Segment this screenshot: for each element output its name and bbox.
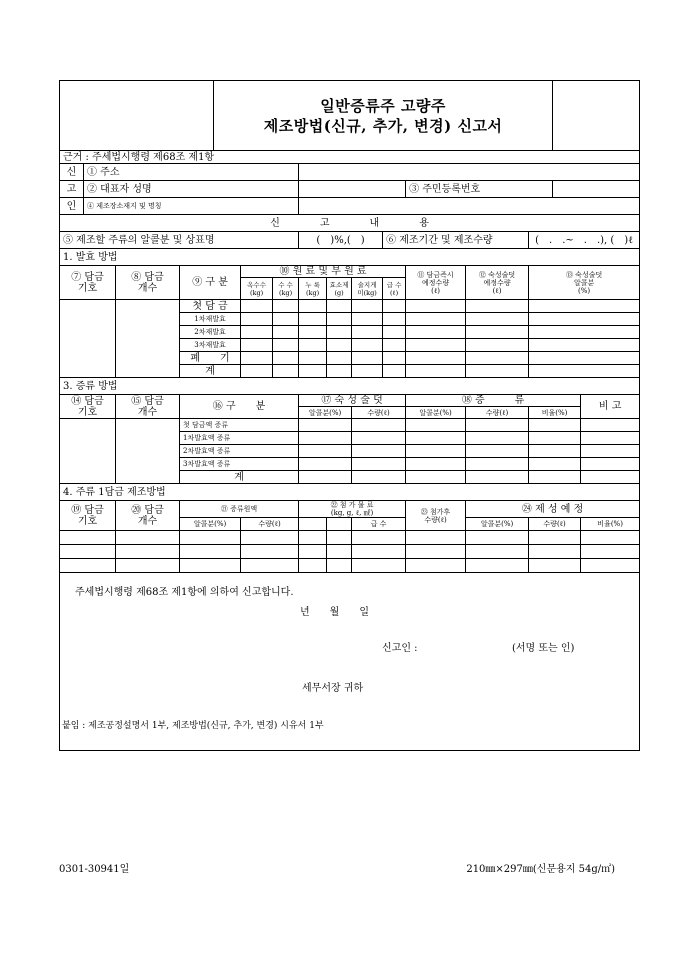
- dist-row-label: 2차발효액 증류: [180, 445, 299, 458]
- dist-qty: 수량(ℓ): [466, 407, 529, 419]
- form-page: [59, 80, 634, 875]
- ferm-code-cell[interactable]: [60, 300, 116, 378]
- ferm-col-aged-alcohol: ⑬ 숙성술덧 알콜분 (%): [529, 266, 640, 300]
- ferm-row-label: 첫 담 금: [180, 300, 241, 313]
- resident-no-field[interactable]: ③ 주민등록번호: [406, 181, 553, 198]
- mix-base-alcohol: 알콜분(%): [180, 518, 241, 531]
- applicant-char-2: 고: [60, 181, 84, 198]
- dist-col-type: ⑯ 구 분: [180, 395, 299, 419]
- ferm-row-label: 2차재발효: [180, 326, 241, 339]
- rep-name-value[interactable]: [299, 181, 406, 198]
- report-form: [59, 80, 640, 751]
- form-code: 0301-30941일: [59, 864, 130, 875]
- applicant-char-1: 신: [60, 164, 84, 181]
- applicant-char-3: 인: [60, 198, 84, 215]
- dist-row-label: 1차발효액 증류: [180, 432, 299, 445]
- dist-row-label: 첫 담금액 증류: [180, 419, 299, 432]
- dist-row-label: 계: [180, 471, 299, 484]
- dist-count-cell[interactable]: [116, 419, 180, 484]
- dist-col-count: ⑮ 담금 개수: [116, 395, 180, 419]
- ferm-row-label: 3차재발효: [180, 339, 241, 352]
- ferm-col-code: ⑦ 담금 기호: [60, 266, 116, 300]
- title-line-2: 제조방법(신규, 추가, 변경) 신고서: [263, 116, 503, 135]
- material-sorghum: 수 수 (kg): [273, 278, 299, 300]
- content-header: 신 고 내 용: [60, 215, 640, 232]
- rep-name-field[interactable]: ② 대표자 성명: [84, 181, 299, 198]
- section-3-title: 3. 증류 방법: [60, 378, 640, 395]
- ferm-col-materials: ⑩ 원 료 및 부 원 료: [241, 266, 406, 278]
- dist-col-remark: 비 고: [581, 395, 640, 419]
- signature-field[interactable]: (서명 또는 인): [512, 643, 575, 654]
- title-line-1: 일반증류주 고량주: [320, 96, 446, 115]
- title-right-blank: [553, 81, 640, 151]
- date-line[interactable]: 년 월 일: [300, 607, 369, 618]
- ferm-col-initial-qty: ⑪ 담금즉시 예정수량 (ℓ): [406, 266, 466, 300]
- dist-mash-alcohol: 알콜분(%): [299, 407, 352, 419]
- mix-plan-alcohol: 알콜분(%): [466, 518, 529, 531]
- title-left-blank: [60, 81, 214, 151]
- factory-value[interactable]: [299, 198, 640, 215]
- material-nuruk: 누 룩 (kg): [299, 278, 327, 300]
- attachment-note: 붙임 : 제조공정설명서 1부, 제조방법(신규, 추가, 변경) 시유서 1부: [62, 721, 324, 731]
- period-value-field[interactable]: ( . .~ . .), ( )ℓ: [529, 232, 640, 249]
- mix-col-count: ⑳ 담금 개수: [116, 501, 180, 531]
- address-field[interactable]: ① 주소: [84, 164, 299, 181]
- material-enzyme: 효소제 (g): [327, 278, 352, 300]
- addressee: 세무서장 귀하: [302, 683, 364, 694]
- basis-text: 근거 : 주세법시행령 제68조 제1항: [60, 151, 640, 164]
- material-water: 급 수 (ℓ): [383, 278, 406, 300]
- declaration-box: [60, 573, 640, 751]
- mix-col-code: ⑲ 담금 기호: [60, 501, 116, 531]
- declaration-text: 주세법시행령 제68조 제1항에 의하여 신고합니다.: [75, 587, 294, 598]
- ferm-row-label: 폐 기: [180, 352, 241, 365]
- period-label: ⑥ 제조기간 및 제조수량: [383, 232, 529, 249]
- ferm-col-count: ⑧ 담금 개수: [116, 266, 180, 300]
- mix-col-additives: ㉒ 첨 가 물 료 (kg, g, ℓ, ㎖): [299, 501, 406, 518]
- ferm-row-label: 계: [180, 365, 241, 378]
- ferm-col-type: ⑨ 구 분: [180, 266, 241, 300]
- dist-code-cell[interactable]: [60, 419, 116, 484]
- alcohol-percent-field[interactable]: ( )%,( ): [299, 232, 383, 249]
- ferm-col-aged-qty: ⑫ 숙성술덧 예정수량 (ℓ): [466, 266, 529, 300]
- mix-water: 급 수: [352, 518, 406, 531]
- section-4-title: 4. 주류 1담금 제조방법: [60, 484, 640, 501]
- material-lees: 술지게 미(kg): [352, 278, 383, 300]
- paper-spec: 210㎜×297㎜(신문용지 54g/㎡): [466, 864, 615, 875]
- ferm-row-label: 1차재발효: [180, 313, 241, 326]
- mix-col-after-qty: ㉓ 첨가후 수량(ℓ): [406, 501, 466, 531]
- mix-plan-qty: 수량(ℓ): [529, 518, 581, 531]
- section-1-title: 1. 발효 방법: [60, 249, 640, 266]
- factory-field[interactable]: ④ 제조장소재지 및 명칭: [84, 198, 299, 215]
- dist-mash-qty: 수량(ℓ): [352, 407, 406, 419]
- mix-col-base: ㉑ 증류원액: [180, 501, 299, 518]
- mix-col-plan: ㉔ 제 성 예 정: [466, 501, 640, 518]
- material-corn: 옥수수 (kg): [241, 278, 273, 300]
- declarer-label: 신고인 :: [382, 643, 418, 654]
- dist-alcohol: 알콜분(%): [406, 407, 466, 419]
- mix-plan-ratio: 비율(%): [581, 518, 640, 531]
- form-title: [214, 81, 553, 151]
- resident-no-value[interactable]: [553, 181, 640, 198]
- dist-col-distill: ⑱ 증 류: [406, 395, 581, 407]
- alcohol-brand-field[interactable]: ⑤ 제조할 주류의 알콜분 및 상표명: [60, 232, 299, 249]
- dist-ratio: 비율(%): [529, 407, 581, 419]
- dist-col-code: ⑭ 담금 기호: [60, 395, 116, 419]
- dist-row-label: 3차발효액 증류: [180, 458, 299, 471]
- mix-base-qty: 수량(ℓ): [241, 518, 299, 531]
- dist-col-mash: ⑰ 숙 성 술 덧: [299, 395, 406, 407]
- ferm-count-cell[interactable]: [116, 300, 180, 378]
- address-value[interactable]: [299, 164, 640, 181]
